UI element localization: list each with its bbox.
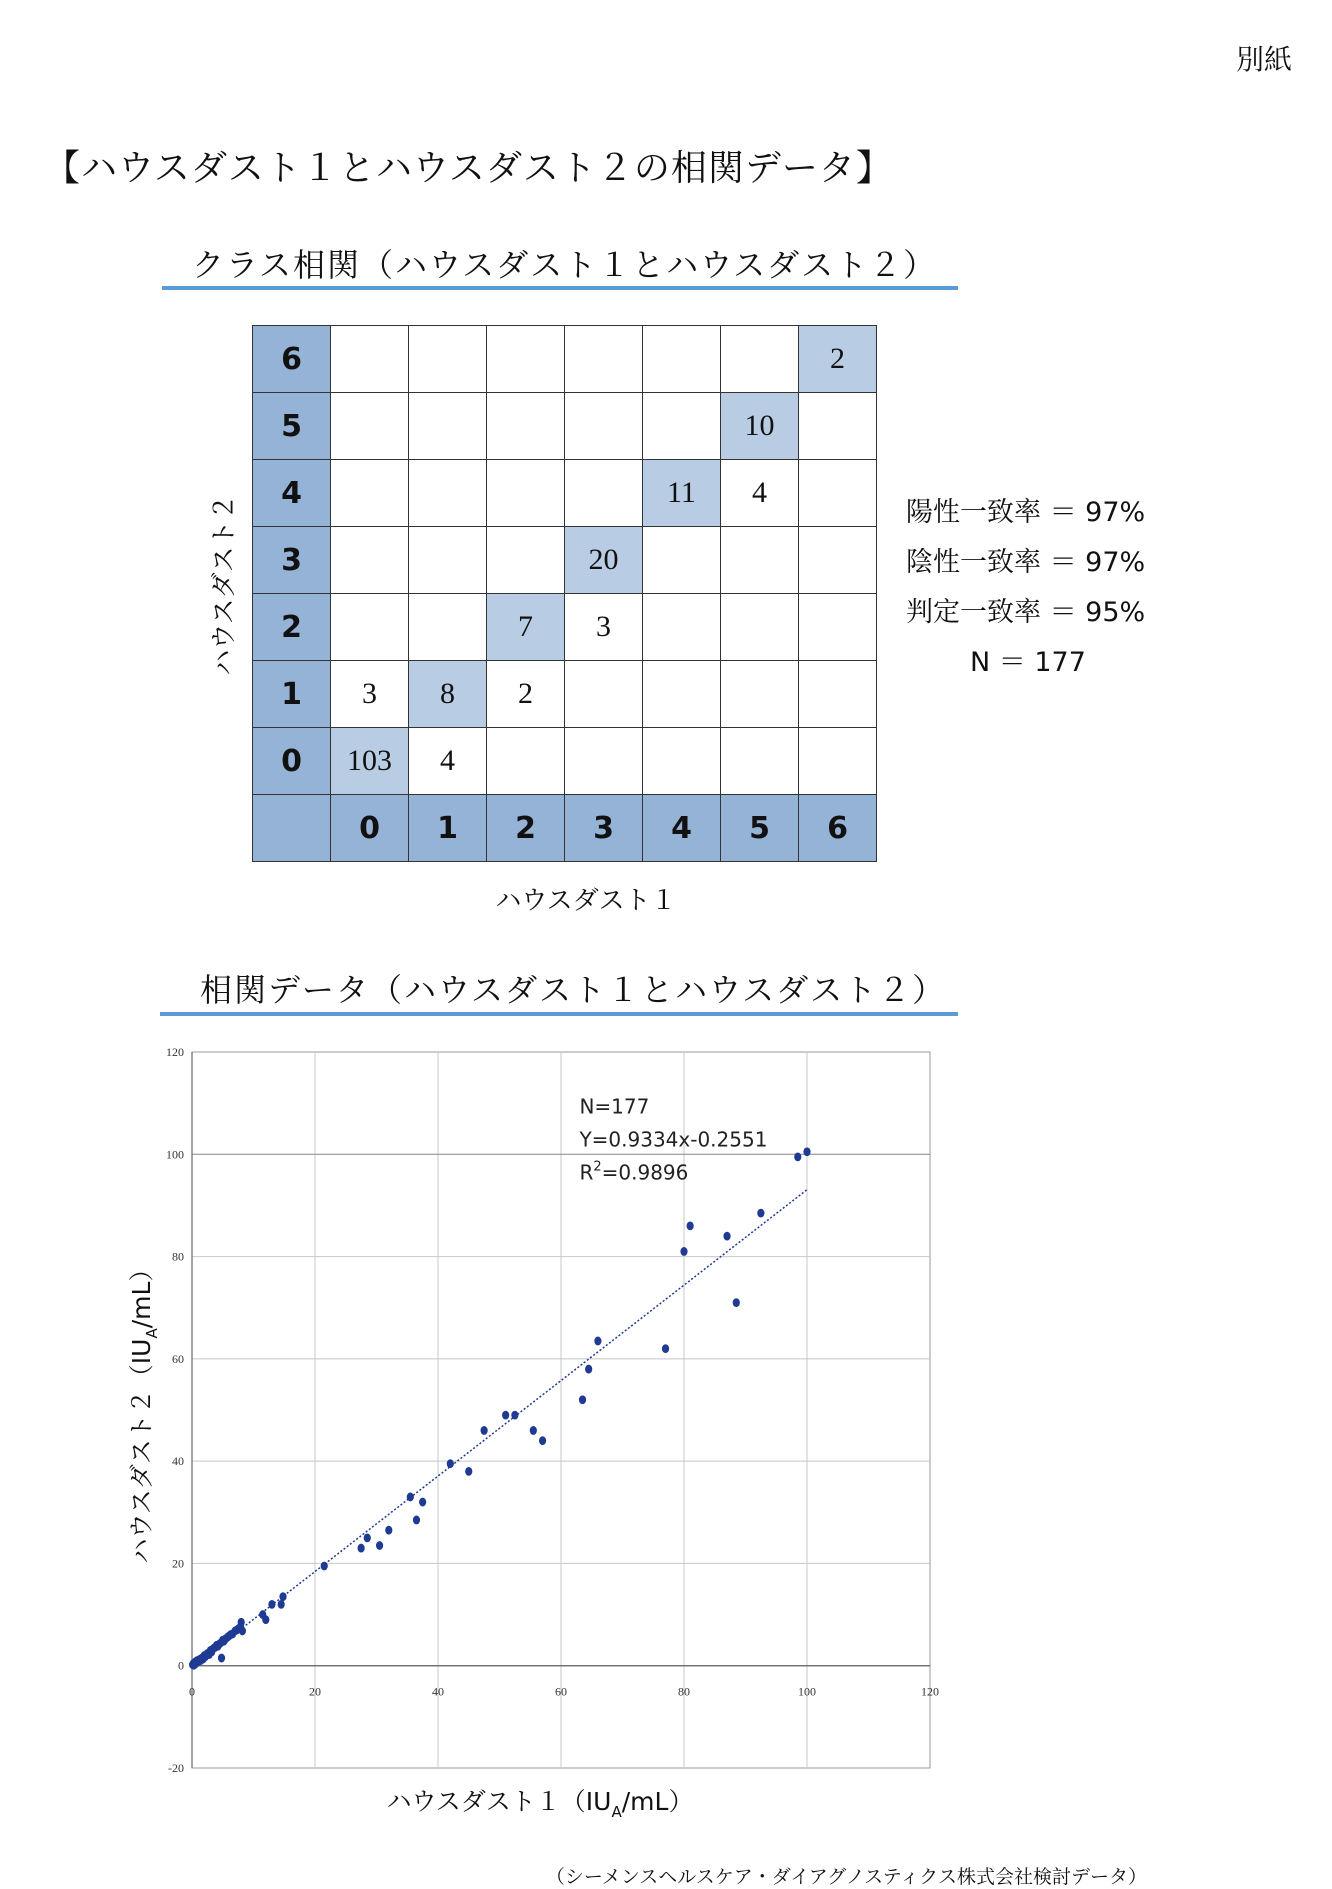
source-note: （シーメンスヘルスケア・ダイアグノスティクス株式会社検討データ） <box>545 1866 1147 1888</box>
diagonal-cell: 7 <box>487 594 565 661</box>
col-class-label: 2 <box>487 795 565 862</box>
y-tick-label: 60 <box>172 1351 184 1366</box>
data-point <box>238 1618 245 1627</box>
y-tick-label: 0 <box>178 1658 184 1673</box>
data-point <box>757 1209 764 1218</box>
data-point <box>594 1337 601 1346</box>
data-point <box>447 1459 454 1468</box>
y-tick-label: 40 <box>172 1454 184 1469</box>
sample-count: N ＝ 177 <box>970 647 1086 678</box>
data-point <box>794 1152 801 1161</box>
diagonal-cell: 2 <box>799 326 877 393</box>
x-tick-label: 80 <box>678 1684 690 1699</box>
x-tick-label: 0 <box>189 1684 195 1699</box>
diagonal-cell: 10 <box>721 393 799 460</box>
data-point <box>268 1600 275 1609</box>
table-cell: 3 <box>565 594 643 661</box>
y-tick-label: 100 <box>166 1147 184 1162</box>
y-tick-label: -20 <box>168 1761 184 1775</box>
row-class-label: 1 <box>253 661 331 728</box>
attachment-label: 別紙 <box>1235 43 1292 76</box>
table-cell: 3 <box>331 661 409 728</box>
data-point <box>218 1654 225 1663</box>
x-tick-label: 120 <box>921 1684 939 1699</box>
col-class-label: 3 <box>565 795 643 862</box>
data-point <box>481 1426 488 1435</box>
x-tick-label: 100 <box>798 1684 816 1699</box>
data-point <box>585 1365 592 1374</box>
data-point <box>803 1147 810 1156</box>
class-y-axis-label: ハウスダスト２ <box>209 494 240 676</box>
data-point <box>419 1498 426 1507</box>
data-point <box>262 1615 269 1624</box>
col-class-label: 5 <box>721 795 799 862</box>
diagonal-cell: 11 <box>643 460 721 527</box>
data-point <box>364 1533 371 1542</box>
data-point <box>385 1526 392 1535</box>
class-x-axis-label: ハウスダスト１ <box>495 886 677 916</box>
table-cell: 4 <box>409 728 487 795</box>
data-point <box>407 1493 414 1502</box>
data-point <box>687 1221 694 1230</box>
col-class-label: 4 <box>643 795 721 862</box>
row-class-label: 5 <box>253 393 331 460</box>
x-tick-label: 40 <box>432 1684 444 1699</box>
data-point <box>321 1562 328 1571</box>
data-point <box>579 1395 586 1404</box>
diagonal-cell: 103 <box>331 728 409 795</box>
scatter-x-axis-label: ハウスダスト$1(IU_A/mL)$ <box>386 1787 694 1821</box>
col-class-label: 6 <box>799 795 877 862</box>
annotation-r-squared: $R^2=0.9896$ <box>579 1159 689 1185</box>
y-tick-label: 80 <box>172 1249 184 1264</box>
x-tick-label: 20 <box>309 1684 321 1699</box>
row-class-label: 3 <box>253 527 331 594</box>
negative-agreement: 陰性一致率 ＝ 97% <box>906 547 1146 578</box>
data-point <box>680 1247 687 1256</box>
data-point <box>723 1232 730 1241</box>
data-point <box>530 1426 537 1435</box>
row-class-label: 6 <box>253 326 331 393</box>
data-point <box>413 1516 420 1525</box>
table-cell: 4 <box>721 460 799 527</box>
col-class-label: 1 <box>409 795 487 862</box>
scatter-section-title: 相関データ（ハウスダスト１とハウスダスト２） <box>200 971 947 1009</box>
page-title: 【ハウスダスト１とハウスダスト２の相関データ】 <box>44 148 893 189</box>
data-point <box>733 1298 740 1307</box>
row-class-label: 4 <box>253 460 331 527</box>
diagonal-cell: 20 <box>565 527 643 594</box>
data-point <box>662 1344 669 1353</box>
positive-agreement: 陽性一致率 ＝ 97% <box>906 497 1146 528</box>
data-point <box>239 1627 246 1636</box>
annotation-n: N=177 <box>579 1094 650 1119</box>
diagonal-cell: 8 <box>409 661 487 728</box>
annotation-equation: Y=0.9334x-0.2551 <box>579 1127 768 1152</box>
data-point <box>279 1592 286 1601</box>
overall-agreement: 判定一致率 ＝ 95% <box>906 597 1146 628</box>
data-point <box>278 1600 285 1609</box>
y-tick-label: 120 <box>166 1045 184 1059</box>
row-class-label: 0 <box>253 728 331 795</box>
data-point <box>376 1541 383 1550</box>
data-point <box>502 1411 509 1420</box>
data-point <box>465 1467 472 1476</box>
class-correlation-title: クラス相関（ハウスダスト１とハウスダスト２） <box>192 246 938 284</box>
row-class-label: 2 <box>253 594 331 661</box>
col-class-label: 0 <box>331 795 409 862</box>
data-point <box>539 1436 546 1445</box>
scatter-y-axis-label: ハウスダスト$2(IU_A/mL)$ <box>127 1256 161 1564</box>
x-tick-label: 60 <box>555 1684 567 1699</box>
data-point <box>511 1411 518 1420</box>
table-cell: 2 <box>487 661 565 728</box>
y-tick-label: 20 <box>172 1556 184 1571</box>
data-point <box>358 1544 365 1553</box>
